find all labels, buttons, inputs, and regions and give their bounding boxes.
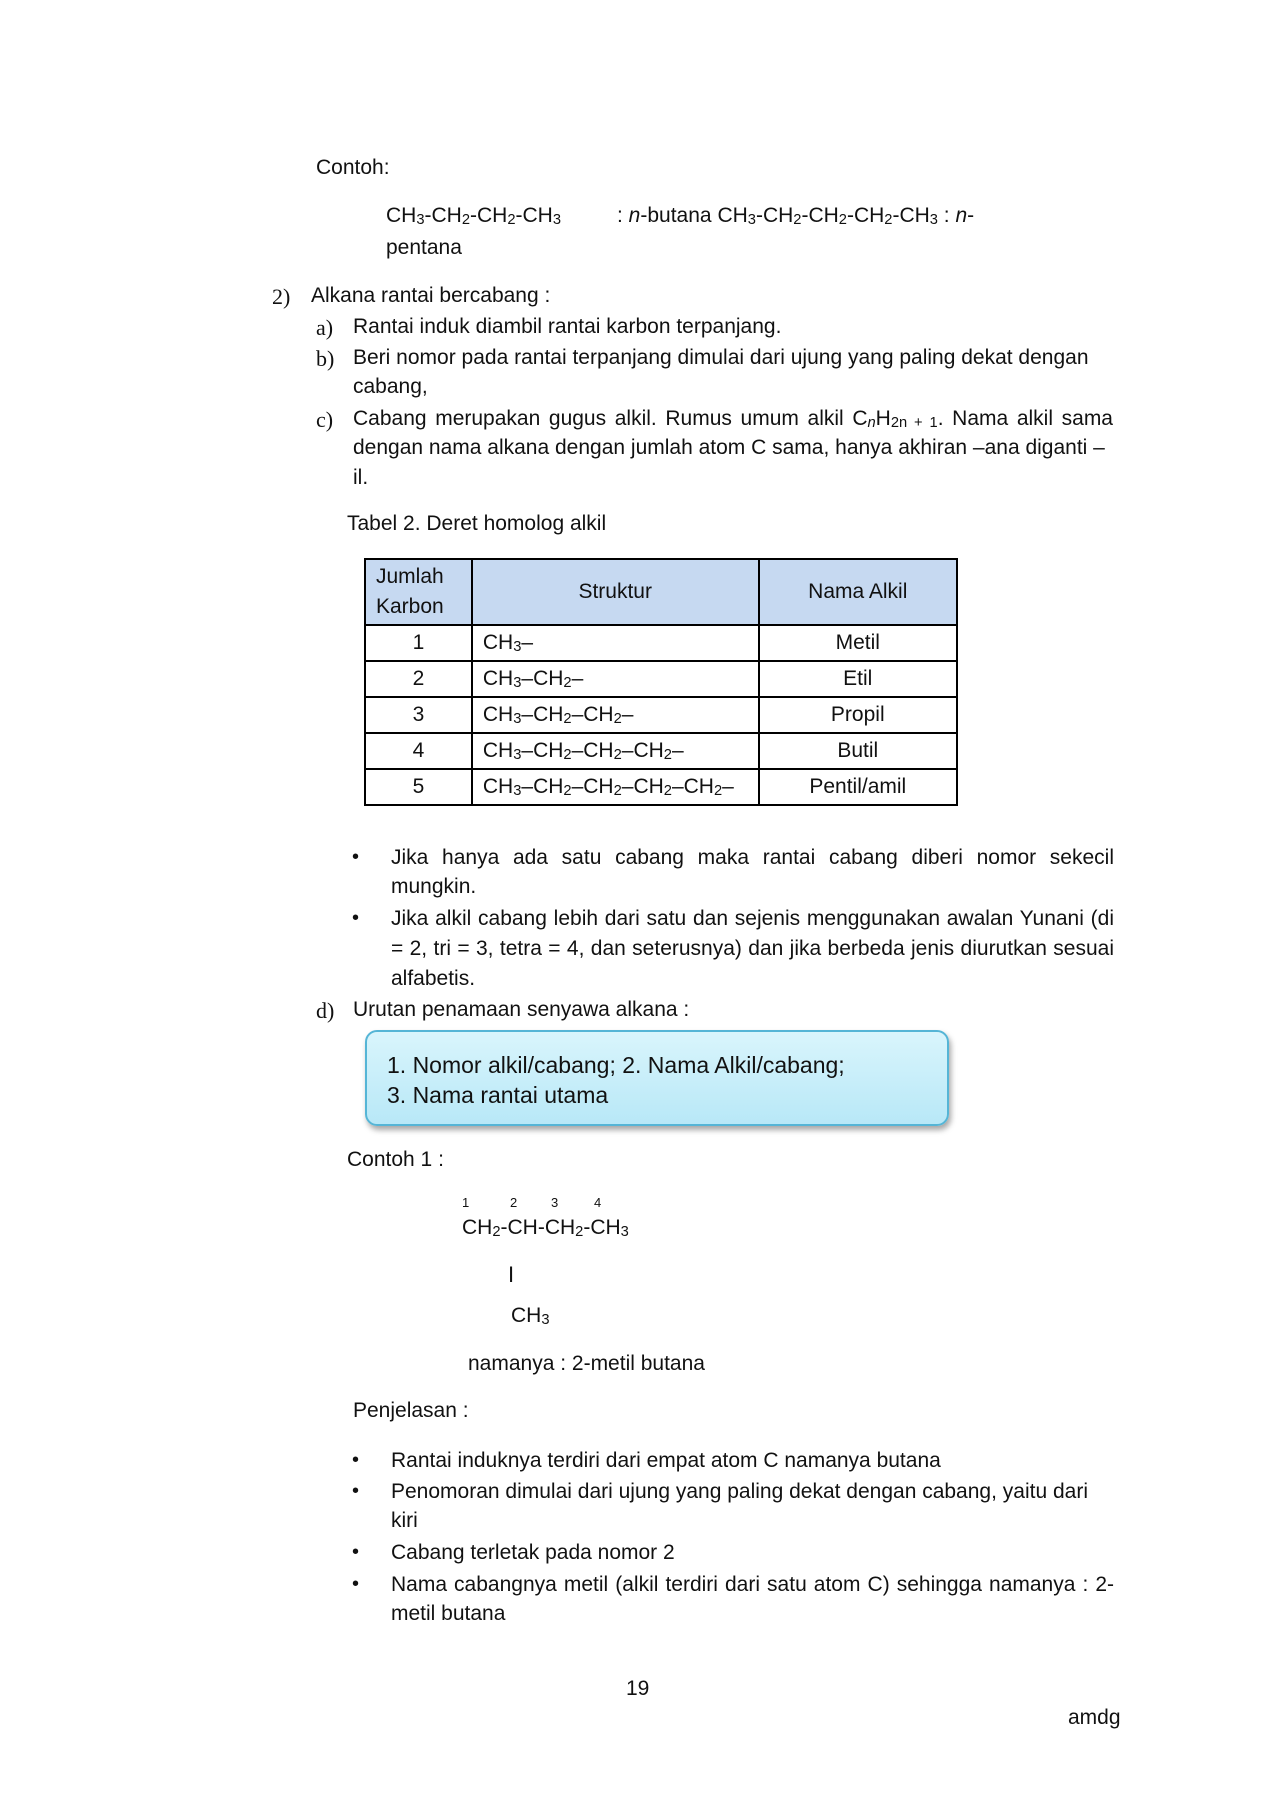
penjelasan-label: Penjelasan :: [353, 1399, 469, 1422]
cell-jumlah: 1: [365, 625, 472, 661]
table-row: [365, 661, 957, 697]
contoh-1-label: Contoh 1 :: [347, 1148, 444, 1171]
item-c-line-1: Cabang merupakan gugus alkil. Rumus umum alkil $C_nH_{2n + 1}$. Nama alkil sama: [353, 407, 1113, 432]
rule-2-line-2: = 2, tri = 3, tetra = 4, dan seterusnya) dan jika berbeda jenis diurutkan sesuai: [391, 937, 1114, 960]
table-row: [365, 625, 957, 661]
cell-jumlah: 4: [365, 733, 472, 769]
cell-struktur: $CH_3-CH_2-$: [472, 661, 759, 697]
cell-jumlah: 5: [365, 769, 472, 805]
carbon-number: 3: [551, 1195, 559, 1210]
header-nama-alkil: Nama Alkil: [759, 559, 957, 625]
table-row: [365, 769, 957, 805]
explanation-4-line-2: metil butana: [391, 1602, 506, 1625]
cell-struktur: $CH_3-CH_2-CH_2-CH_2-$: [472, 733, 759, 769]
section-2-title: Alkana rantai bercabang :: [311, 284, 551, 307]
cell-struktur: $CH_3-CH_2-CH_2-CH_2-CH_2-$: [472, 769, 759, 805]
page-number: 19: [626, 1677, 650, 1700]
table-row: [365, 733, 957, 769]
explanation-3: Cabang terletak pada nomor 2: [391, 1541, 675, 1564]
alkil-table: [364, 558, 958, 806]
carbon-number: 2: [510, 1195, 518, 1210]
explanation-2-line-1: Penomoran dimulai dari ujung yang paling dekat dengan cabang, yaitu dari: [391, 1480, 1088, 1503]
item-b-marker: b): [316, 346, 335, 371]
main-chain-formula: $CH_2-CH-CH_2-CH_3$: [462, 1216, 629, 1241]
rule-2-line-3: alfabetis.: [391, 967, 476, 990]
contoh-label: Contoh:: [316, 156, 390, 179]
explanation-1: Rantai induknya terdiri dari empat atom C namanya butana: [391, 1449, 941, 1472]
cell-nama: Propil: [759, 697, 957, 733]
pentana-wrap: pentana: [386, 236, 462, 259]
cell-jumlah: 2: [365, 661, 472, 697]
explanation-2-line-2: kiri: [391, 1509, 418, 1532]
branch-bond: I: [508, 1262, 515, 1287]
table-header-row: [365, 559, 957, 625]
formula-pentana: : n-butana $CH_3-CH_2-CH_2-CH_2-CH_3$ : n-: [617, 204, 975, 229]
item-c-line-2: dengan nama alkana dengan jumlah atom C sama, hanya akhiran –ana diganti –: [353, 436, 1105, 459]
cell-struktur: $CH_3-CH_2-CH_2-$: [472, 697, 759, 733]
rule-1-line-1: Jika hanya ada satu cabang maka rantai cabang diberi nomor sekecil: [391, 846, 1114, 869]
bullet-icon: •: [352, 1541, 360, 1563]
bullet-icon: •: [352, 1573, 360, 1595]
rule-1-line-2: mungkin.: [391, 875, 477, 898]
bullet-icon: •: [352, 1449, 360, 1471]
section-2-number: 2): [272, 284, 291, 309]
item-d-text: Urutan penamaan senyawa alkana :: [353, 998, 690, 1021]
header-struktur: Struktur: [472, 559, 759, 625]
item-a-text: Rantai induk diambil rantai karbon terpanjang.: [353, 315, 782, 338]
item-c-line-3: il.: [353, 466, 369, 489]
item-b-line-2: cabang,: [353, 375, 428, 398]
cell-nama: Pentil/amil: [759, 769, 957, 805]
header-jumlah-karbon: Jumlah Karbon: [365, 559, 472, 625]
naming-order-callout: [365, 1030, 949, 1126]
cell-nama: Metil: [759, 625, 957, 661]
bullet-icon: •: [352, 846, 360, 868]
cell-nama: Butil: [759, 733, 957, 769]
item-d-marker: d): [316, 998, 335, 1023]
callout-line-2: 3. Nama rantai utama: [387, 1082, 609, 1108]
formula-butana: $CH_3-CH_2-CH_2-CH_3$: [386, 204, 562, 229]
cell-jumlah: 3: [365, 697, 472, 733]
item-b-line-1: Beri nomor pada rantai terpanjang dimulai dari ujung yang paling dekat dengan: [353, 346, 1089, 369]
branch-formula: $CH_3$: [511, 1304, 550, 1329]
item-c-marker: c): [316, 407, 334, 432]
rule-2-line-1: Jika alkil cabang lebih dari satu dan sejenis menggunakan awalan Yunani (di: [391, 907, 1114, 930]
callout-line-1: 1. Nomor alkil/cabang; 2. Nama Alkil/cabang;: [387, 1052, 845, 1078]
footer-tag: amdg: [1068, 1706, 1121, 1729]
table-row: [365, 697, 957, 733]
compound-name: namanya : 2-metil butana: [468, 1352, 705, 1375]
table-caption: Tabel 2. Deret homolog alkil: [347, 512, 607, 535]
cell-struktur: $CH_3-$: [472, 625, 759, 661]
bullet-icon: •: [352, 1480, 360, 1502]
bullet-icon: •: [352, 907, 360, 929]
cell-nama: Etil: [759, 661, 957, 697]
carbon-number: 1: [462, 1195, 470, 1210]
explanation-4-line-1: Nama cabangnya metil (alkil terdiri dari satu atom C) sehingga namanya : 2-: [391, 1573, 1114, 1596]
item-a-marker: a): [316, 315, 334, 340]
carbon-number: 4: [594, 1195, 602, 1210]
